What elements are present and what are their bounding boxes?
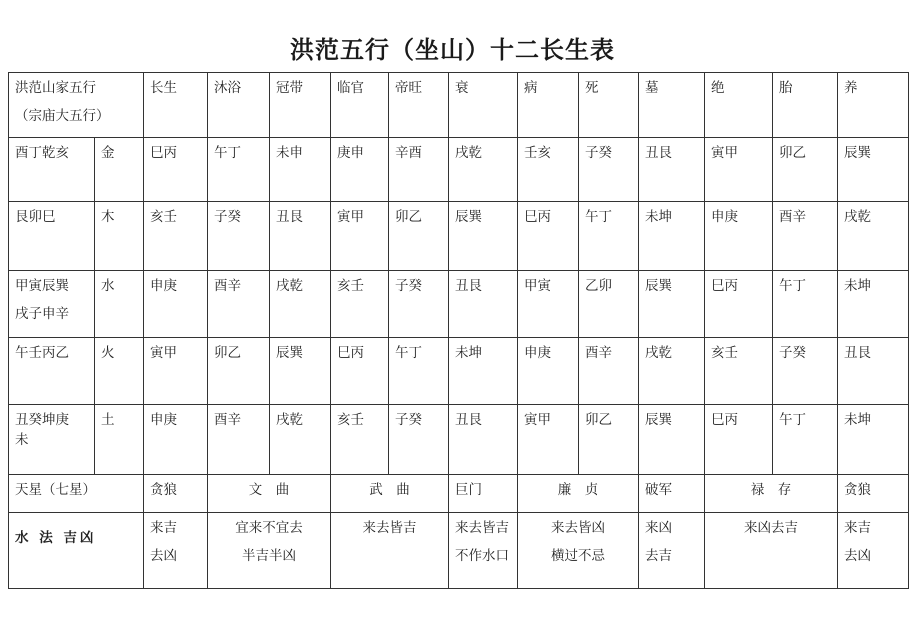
stage-header: 冠带 [270,73,331,138]
stage-header: 帝旺 [389,73,449,138]
element-cell: 金 [95,138,144,202]
stage-cell: 巳丙 [705,405,773,475]
star-lucun: 禄 存 [705,475,838,513]
element-cell: 土 [95,405,144,475]
stage-cell: 巳丙 [144,138,208,202]
stage-cell: 寅甲 [518,405,579,475]
star-tanlang-2: 贪狼 [838,475,909,513]
stage-header: 墓 [639,73,705,138]
stage-cell: 酉辛 [773,202,838,271]
stage-cell: 亥壬 [331,271,389,338]
header-label-line2: （宗庙大五行） [15,108,110,124]
mountains-cell: 甲寅辰巽 戌子申辛 [9,271,95,338]
water-cell: 来去皆吉 [331,513,449,589]
table-row [9,338,909,405]
stage-cell: 亥壬 [331,405,389,475]
water-cell: 来凶去吉 [705,513,838,589]
star-pojun: 破军 [639,475,705,513]
stage-cell: 午丁 [773,271,838,338]
stage-cell: 未坤 [449,338,518,405]
stage-cell: 戌乾 [270,271,331,338]
water-cell: 来去皆吉 不作水口 [449,513,518,589]
stage-cell: 辰巽 [270,338,331,405]
stage-cell: 丑艮 [838,338,909,405]
header-label-line1: 洪范山家五行 [15,80,96,96]
stage-cell: 酉辛 [208,271,270,338]
mountains-cell: 午壬丙乙 [9,338,95,405]
stage-cell: 丑艮 [639,138,705,202]
stage-header: 养 [838,73,909,138]
water-label: 水 法 吉凶 [9,513,144,589]
stage-header: 绝 [705,73,773,138]
stage-cell: 巳丙 [518,202,579,271]
header-label-cell [9,73,144,138]
twelve-stages-table [8,72,909,589]
star-wenqu: 文 曲 [208,475,331,513]
stage-cell: 未申 [270,138,331,202]
stage-cell: 亥壬 [705,338,773,405]
stage-cell: 寅甲 [331,202,389,271]
stage-cell: 未坤 [838,405,909,475]
stage-cell: 未坤 [838,271,909,338]
stage-cell: 未坤 [639,202,705,271]
mountains-cell: 丑癸坤庚 未 [9,405,95,475]
stage-cell: 卯乙 [389,202,449,271]
stage-header: 病 [518,73,579,138]
table-row [9,405,909,475]
water-cell: 来吉 去凶 [838,513,909,589]
stage-cell: 戌乾 [270,405,331,475]
element-cell: 火 [95,338,144,405]
stage-cell: 子癸 [389,405,449,475]
stage-cell: 巳丙 [331,338,389,405]
stage-cell: 亥壬 [144,202,208,271]
stage-cell: 丑艮 [270,202,331,271]
stage-header: 长生 [144,73,208,138]
stage-header: 死 [579,73,639,138]
stage-cell: 子癸 [208,202,270,271]
stage-cell: 戌乾 [639,338,705,405]
table-row [9,202,909,271]
water-row [9,513,909,589]
page-title: 洪范五行（坐山）十二长生表 [290,35,615,64]
water-cell: 宜来不宜去 半吉半凶 [208,513,331,589]
star-tanlang: 贪狼 [144,475,208,513]
stage-cell: 戌乾 [449,138,518,202]
stage-cell: 辛酉 [389,138,449,202]
stage-cell: 申庚 [705,202,773,271]
stage-cell: 甲寅 [518,271,579,338]
stage-cell: 申庚 [144,405,208,475]
stage-cell: 辰巽 [639,405,705,475]
stage-cell: 庚申 [331,138,389,202]
stage-header: 胎 [773,73,838,138]
mountains-cell: 艮卯巳 [9,202,95,271]
element-cell: 木 [95,202,144,271]
stage-cell: 午丁 [579,202,639,271]
stage-cell: 酉辛 [208,405,270,475]
star-wuqu: 武 曲 [331,475,449,513]
stage-cell: 子癸 [773,338,838,405]
stage-cell: 卯乙 [773,138,838,202]
stage-cell: 申庚 [144,271,208,338]
stage-cell: 壬亥 [518,138,579,202]
stage-cell: 辰巽 [639,271,705,338]
stage-header: 衰 [449,73,518,138]
table-row [9,271,909,338]
stage-cell: 寅甲 [144,338,208,405]
stage-cell: 卯乙 [208,338,270,405]
star-jumen: 巨门 [449,475,518,513]
stage-cell: 乙卯 [579,271,639,338]
stage-cell: 寅甲 [705,138,773,202]
stage-header: 沐浴 [208,73,270,138]
stage-cell: 午丁 [389,338,449,405]
stage-cell: 申庚 [518,338,579,405]
stage-cell: 酉辛 [579,338,639,405]
stage-cell: 辰巽 [838,138,909,202]
stage-cell: 辰巽 [449,202,518,271]
element-cell: 水 [95,271,144,338]
stage-cell: 子癸 [389,271,449,338]
water-cell: 来凶 去吉 [639,513,705,589]
stage-cell: 午丁 [773,405,838,475]
stage-cell: 卯乙 [579,405,639,475]
table-row [9,138,909,202]
water-cell: 来吉 去凶 [144,513,208,589]
stage-cell: 午丁 [208,138,270,202]
mountains-cell: 酉丁乾亥 [9,138,95,202]
stars-row [9,475,909,513]
water-cell: 来去皆凶 横过不忌 [518,513,639,589]
stage-cell: 子癸 [579,138,639,202]
header-row [9,73,909,138]
stage-cell: 巳丙 [705,271,773,338]
stage-cell: 戌乾 [838,202,909,271]
stage-cell: 丑艮 [449,271,518,338]
stage-cell: 丑艮 [449,405,518,475]
stage-header: 临官 [331,73,389,138]
star-lianzhen: 廉 贞 [518,475,639,513]
stars-label: 天星（七星） [9,475,144,513]
